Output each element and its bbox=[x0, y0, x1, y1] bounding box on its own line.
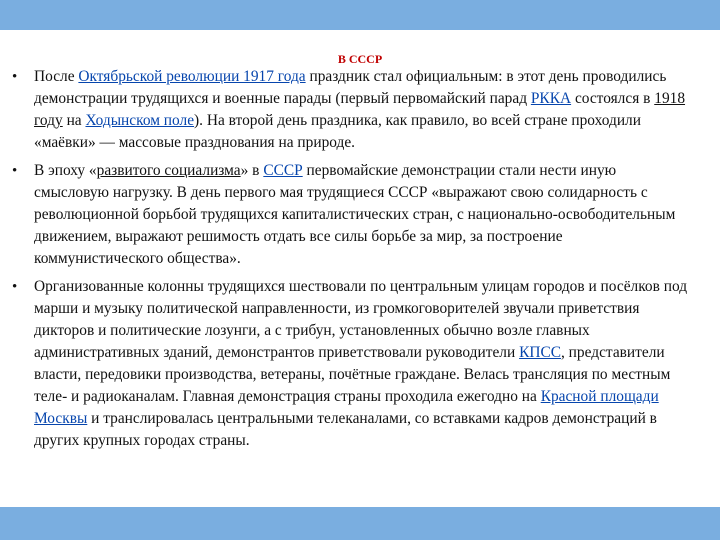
link-khodynka-field[interactable]: Ходынском поле bbox=[85, 112, 195, 129]
link-red-square[interactable]: Красной площади bbox=[540, 388, 659, 405]
text-segment: и транслировалась центральными телеканалами, со вставками кадров демонстраций в других крупных городах страны. bbox=[34, 410, 657, 449]
text-segment: » в bbox=[240, 162, 264, 179]
bullet-list bbox=[12, 66, 688, 458]
top-band bbox=[0, 0, 720, 30]
link-october-revolution[interactable]: Октябрьской революции 1917 года bbox=[78, 68, 306, 85]
slide-title: В СССР bbox=[337, 52, 383, 66]
text-segment: ). На второй день праздника, как правило, во всей стране проходили «маёвки» — массовые празднования на природе. bbox=[34, 112, 641, 151]
link-rkka[interactable]: РККА bbox=[530, 90, 572, 107]
text-segment: первомайские демонстрации стали нести иную смысловую нагрузку. В день первого мая трудящиеся СССР «выражают свою солидарность с революционной борьбой трудящихся капиталистических стран, с национально-освободительным движением, выражают решимость отдать все силы борьбе за мир, за построение коммунистического общества». bbox=[34, 162, 676, 267]
bottom-band bbox=[0, 507, 720, 540]
link-moscow[interactable]: Москвы bbox=[34, 410, 88, 427]
link-kpss[interactable]: КПСС bbox=[519, 344, 561, 361]
bullet-item-1 bbox=[12, 66, 688, 154]
bullet-item-2 bbox=[12, 160, 688, 270]
text-segment: на bbox=[62, 112, 86, 129]
underlined-developed-socialism[interactable]: развитого социализма bbox=[96, 162, 241, 179]
underlined-1918[interactable]: 1918 году bbox=[34, 90, 686, 129]
text-segment: В эпоху « bbox=[34, 162, 97, 179]
text-segment: состоялся в bbox=[571, 90, 655, 107]
bullet-icon: • bbox=[12, 69, 18, 85]
bullet-icon: • bbox=[12, 163, 18, 179]
bullet-item-3 bbox=[12, 276, 688, 452]
link-ussr[interactable]: СССР bbox=[263, 162, 303, 179]
text-segment: праздник стал официальным: в этот день проводились демонстрации трудящихся и военные парады (первый первомайский парад bbox=[34, 68, 667, 107]
text-segment: Организованные колонны трудящихся шествовали по центральным улицам городов и посёлков под марши и музыку политической направленности, из громкоговорителей звучали приветствия дикторов и политические лозунги, а с трибун, установленных обычно возле главных административных зданий, демонстрантов приветствовали руководители bbox=[34, 278, 688, 361]
text-segment: , представители власти, передовики производства, ветераны, почётные граждане. Велась трансляция по местным теле- и радиоканалам. Главная демонстрация страны проходила ежегодно на bbox=[34, 344, 671, 405]
text-segment: После bbox=[34, 68, 79, 85]
bullet-icon: • bbox=[12, 279, 18, 295]
